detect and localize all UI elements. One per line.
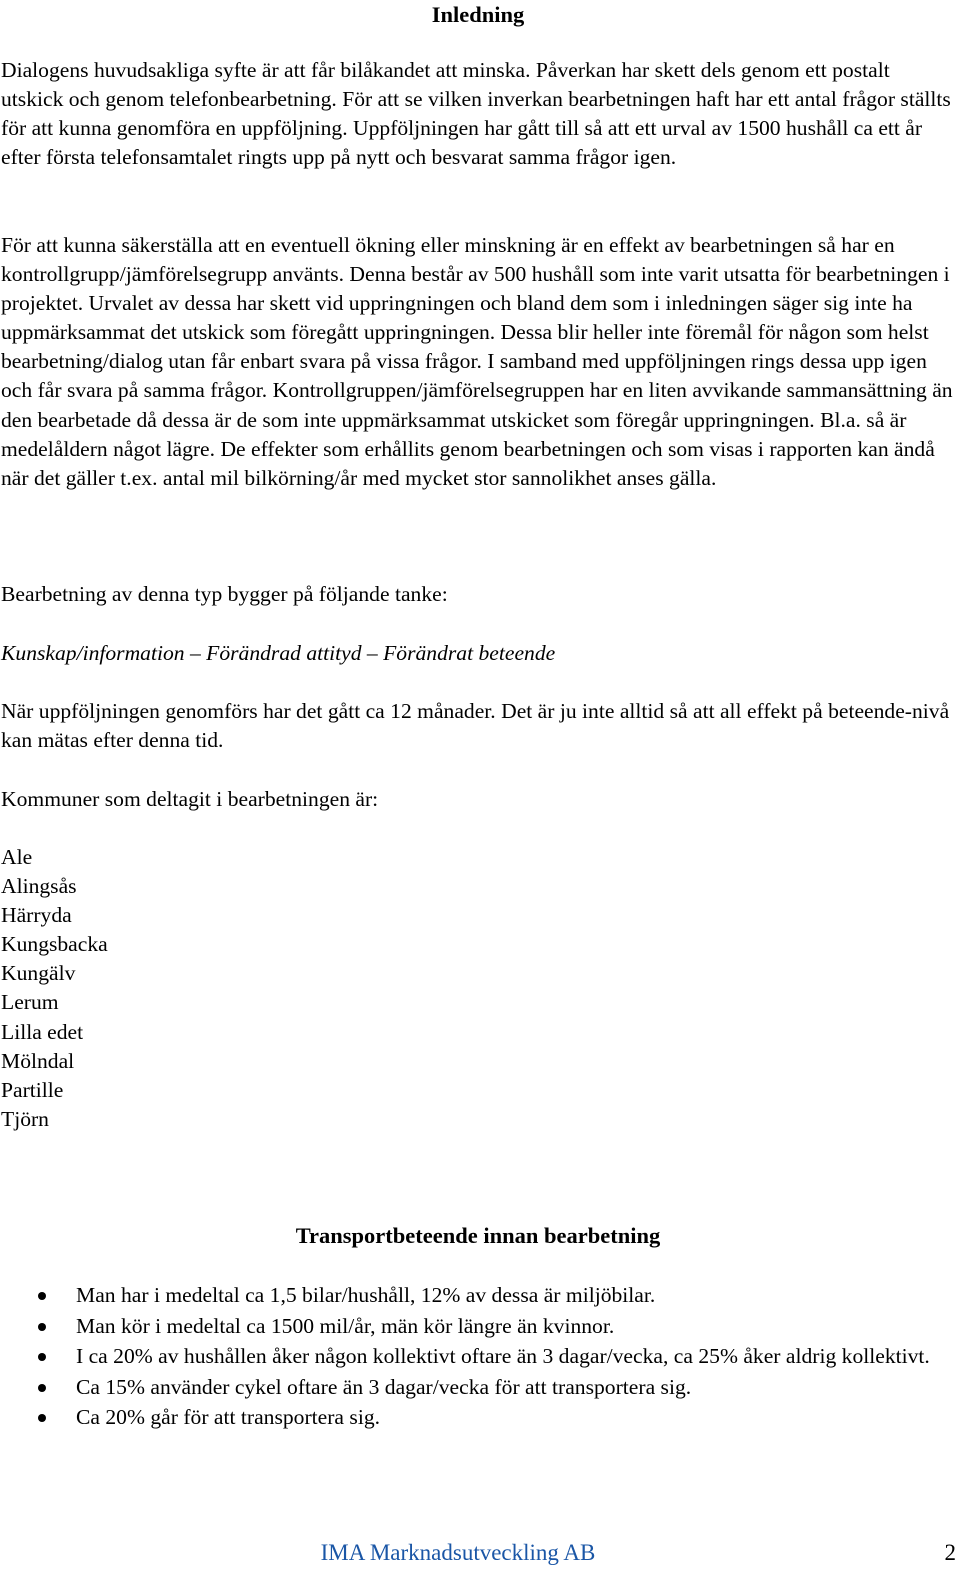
municipality-item: Lilla edet (1, 1019, 84, 1044)
bullet-text: Ca 20% går för att transportera sig. (76, 1405, 381, 1430)
bullet-text: Man har i medeltal ca 1,5 bilar/hushåll, 12% av dessa är miljöbilar. (76, 1283, 656, 1307)
heading-intro: Inledning (431, 2, 525, 27)
municipality-item: Lerum (1, 990, 59, 1015)
heading-transport: Transportbeteende innan bearbetning (295, 1223, 661, 1248)
municipality-item: Mölndal (1, 1048, 75, 1073)
transport-bullet-list (0, 1281, 930, 1434)
municipality-item: Kungälv (1, 961, 76, 986)
paragraph-concept: Kunskap/information – Förändrad attityd – Förändrat beteende (1, 641, 556, 665)
municipality-item: Kungsbacka (1, 932, 108, 957)
paragraph-purpose: Dialogens huvudsakliga syfte är att får bilåkandet att minska. Påverkan har skett dels genom ett postalt utskick och genom telefonbearbetning. För att se vilken inverkan bearbetningen haft har ett antal frågor ställts för att kunna genomföra en uppföljning. Uppföljningen har gått till så att ett urval av 1500 hushåll ca ett år efter första telefonsamtalet ringts upp på nytt och besvarat samma frågor igen. (1, 58, 951, 170)
bullet-icon (38, 1292, 46, 1300)
bullet-item (0, 1403, 930, 1432)
municipality-item: Tjörn (1, 1106, 49, 1131)
bullet-item (0, 1373, 930, 1402)
municipality-item: Partille (1, 1077, 64, 1102)
bullet-item (0, 1312, 930, 1341)
bullet-text: Ca 15% använder cykel oftare än 3 dagar/vecka för att transportera sig. (76, 1374, 692, 1399)
bullet-icon (38, 1323, 46, 1331)
paragraph-concept-intro: Bearbetning av denna typ bygger på följande tanke: (1, 582, 448, 606)
paragraph-control-group: För att kunna säkerställa att en eventuell ökning eller minskning är en effekt av bearbetningen så har en kontrollgrupp/jämförelsegrupp använts. Denna består av 500 hushåll som inte varit utsatta för bearbetningen i projektet. Urvalet av dessa har skett vid uppringningen och bland dem som i inledningen säger sig inte ha uppmärksammat det utskick som föregått uppringningen. Dessa blir heller inte föremål för någon som helst bearbetning/dialog utan får enbart svara på vissa frågor. I samband med uppföljningen rings dessa upp igen och får svara på samma frågor. Kontrollgruppen/jämförelsegruppen har en liten avvikande sammansättning än den bearbetade då dessa är de som inte uppmärksammat utskicket som föregår uppringningen. Bl.a. så är medelåldern något lägre. De effekter som erhållits genom bearbetningen och som visas i rapporten kan ändå när det gäller t.ex. antal mil bilkörning/år med mycket stor sannolikhet anses gälla. (1, 233, 953, 490)
bullet-text: I ca 20% av hushållen åker någon kollektivt oftare än 3 dagar/vecka, ca 25% åker aldrig kollektivt. (76, 1344, 930, 1369)
municipality-item: Alingsås (1, 874, 77, 899)
bullet-icon (38, 1353, 46, 1361)
municipality-item: Ale (1, 845, 33, 869)
page-number: 2 (944, 1540, 956, 1565)
bullet-icon (38, 1384, 46, 1392)
bullet-icon (38, 1414, 46, 1422)
paragraph-follow-up-time: När uppföljningen genomförs har det gått ca 12 månader. Det är ju inte alltid så att all effekt på beteende-nivå kan mätas efter denna tid. (1, 699, 950, 753)
municipality-list (1, 843, 108, 1134)
bullet-text: Man kör i medeltal ca 1500 mil/år, män kör längre än kvinnor. (76, 1313, 615, 1338)
footer-company-name: IMA Marknadsutveckling AB (320, 1540, 596, 1565)
municipality-item: Härryda (1, 903, 72, 928)
bullet-item (0, 1342, 930, 1371)
bullet-item (0, 1281, 930, 1310)
paragraph-municipalities-intro: Kommuner som deltagit i bearbetningen är: (1, 787, 379, 811)
